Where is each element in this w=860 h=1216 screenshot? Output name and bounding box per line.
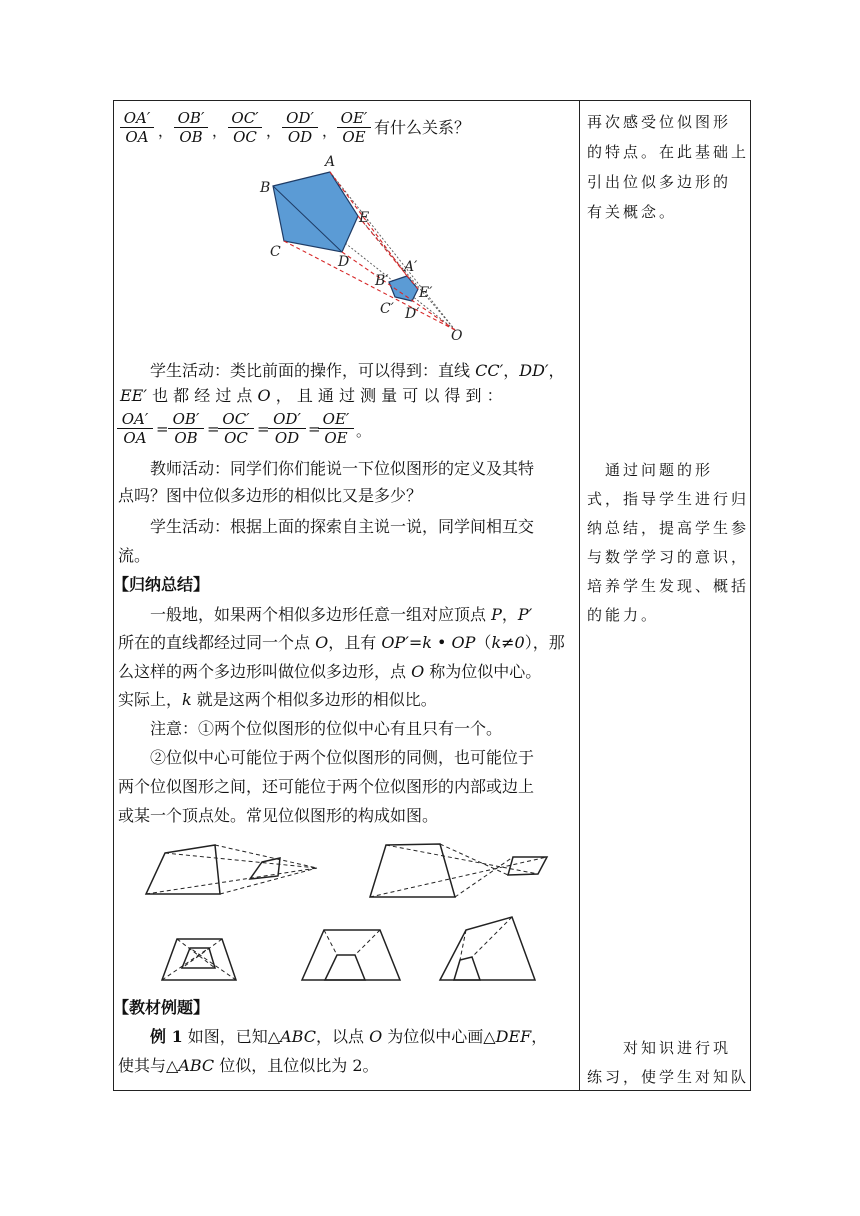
config3-large bbox=[162, 939, 236, 980]
summary-line1: 一般地，如果两个相似多边形任意一组对应顶点 P，P′ bbox=[150, 605, 533, 624]
question-tail: 有什么关系？ bbox=[374, 118, 471, 137]
summary-line2: 所在的直线都经过同一个点 O，且有 OP′=k • OP（k≠0），那 bbox=[118, 633, 565, 652]
fraction-oe: $\frac{OE'}{OE}$ bbox=[337, 109, 371, 146]
label-o: O bbox=[451, 328, 463, 344]
label-b: B bbox=[260, 180, 271, 196]
summary-note2-line1: ②位似中心可能位于两个位似图形的同侧，也可能位于 bbox=[150, 748, 535, 767]
student-activity-1-line1: 学生活动：类比前面的操作，可以得到：直线 CC′，DD′， bbox=[150, 361, 565, 380]
label-d: D bbox=[338, 254, 350, 270]
example-line1: 例 1 如图，已知△ABC，以点 O 为位似中心画△DEF， bbox=[150, 1027, 548, 1046]
fraction-ob: $\frac{OB'}{OB}$ bbox=[174, 109, 208, 146]
config5-small bbox=[454, 957, 480, 980]
config1-large bbox=[146, 845, 220, 894]
student-activity-1-line2: EE′ 也 都 经 过 点 O ， 且 通 过 测 量 可 以 得 到 ： bbox=[120, 386, 503, 405]
summary-line4: 实际上，k 就是这两个相似多边形的相似比。 bbox=[118, 690, 437, 709]
label-e-prime: E′ bbox=[419, 285, 433, 301]
fraction-oc: $\frac{OC'}{OC}$ bbox=[228, 109, 262, 146]
config5-large bbox=[440, 917, 535, 980]
fraction-oa: $\frac{OA'}{OA}$ bbox=[120, 109, 154, 146]
example-line2: 使其与△ABC 位似，且位似比为 2。 bbox=[118, 1056, 379, 1075]
summary-note2-line3: 或某一个顶点处。常见位似图形的构成如图。 bbox=[118, 806, 439, 825]
summary-note1: 注意：①两个位似图形的位似中心有且只有一个。 bbox=[150, 719, 503, 738]
config4-small bbox=[325, 955, 365, 980]
student-activity-2-line2: 流。 bbox=[118, 546, 151, 565]
config2-large bbox=[370, 844, 455, 897]
label-e: E bbox=[359, 210, 370, 226]
label-a-prime: A′ bbox=[404, 259, 418, 275]
label-a: A bbox=[325, 154, 336, 170]
config2-small bbox=[508, 857, 547, 875]
label-c-prime: C′ bbox=[380, 301, 394, 317]
teacher-activity-line2: 点吗？图中位似多边形的相似比又是多少？ bbox=[118, 486, 423, 505]
label-c: C bbox=[270, 244, 281, 260]
teacher-activity-line1: 教师活动：同学们你们能说一下位似图形的定义及其特 bbox=[150, 459, 535, 478]
summary-note2-line2: 两个位似图形之间，还可能位于两个位似图形的内部或边上 bbox=[118, 777, 535, 796]
summary-heading: 【归纳总结】 bbox=[113, 575, 210, 594]
fraction-od: $\frac{OD'}{OD}$ bbox=[282, 109, 318, 146]
example-heading: 【教材例题】 bbox=[113, 998, 210, 1017]
label-d-prime: D′ bbox=[405, 306, 420, 322]
student-activity-2-line1: 学生活动：根据上面的探索自主说一说，同学间相互交 bbox=[150, 517, 535, 536]
summary-line3: 么这样的两个多边形叫做位似多边形，点 O 称为位似中心。 bbox=[118, 662, 542, 681]
label-b-prime: B′ bbox=[375, 273, 389, 289]
